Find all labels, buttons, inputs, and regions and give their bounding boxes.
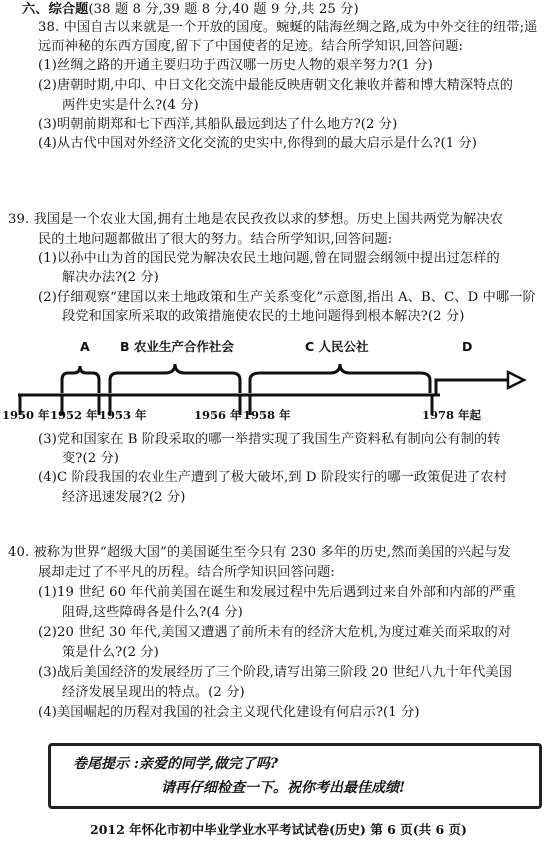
page-footer: 2012 年怀化市初中毕业学业水平考试试卷(历史) 第 6 页(共 6 页) [90, 822, 467, 837]
timeline-label-c: C 人民公社 [305, 339, 369, 354]
q40-part4: (4)美国崛起的历程对我国的社会主义现代化建设有何启示?(1 分) [38, 705, 420, 720]
reminder-line1: 卷尾提示 :亲爱的同学,做完了吗? [73, 756, 279, 772]
arrow-d [436, 380, 510, 394]
q38-part1: (1)丝绸之路的开通主要归功于西汉哪一历史人物的艰辛努力?(1 分) [38, 58, 433, 73]
q39-part2-line2: 段党和国家所采取的政策措施使农民的土地问题得到根本解决?(2 分) [62, 309, 465, 324]
q38-part2-line2: 两件史实是什么?(4 分) [62, 98, 199, 113]
year-1978: 1978 年起 [422, 408, 482, 422]
q39-part3-line1: (3)党和国家在 B 阶段采取的哪一举措实现了我国生产资料私有制向公有制的转 [38, 432, 501, 447]
q39-part3-line2: 变?(2 分) [62, 451, 120, 466]
q40-part2-line2: 策是什么?(2 分) [62, 645, 159, 660]
brace-a [62, 366, 99, 393]
timeline-label-b: B 农业生产合作社会 [120, 339, 234, 354]
timeline-label-a: A [80, 339, 90, 354]
q40-part1-line1: (1)19 世纪 60 年代前美国在诞生和发展过程中先后遇到过来自外部和内部的严重 [38, 585, 516, 600]
q39-part1-line1: (1)以孙中山为首的国民党为解决农民土地问题,曾在同盟会纲领中提出过怎样的 [38, 251, 500, 266]
end-reminder-box [48, 743, 542, 809]
q40-part2-line1: (2)20 世纪 30 年代,美国又遭遇了前所未有的经济大危机,为度过难关而采取的对 [38, 625, 512, 640]
brace-b [110, 364, 240, 393]
policy-timeline [0, 325, 558, 430]
q38-line1: 38. 中国自古以来就是一个开放的国度。蜿蜒的陆海丝绸之路,成为中外交往的纽带;遥 [38, 20, 538, 35]
arrow-d-head [508, 372, 524, 388]
year-1953: 1953 年 [99, 408, 147, 422]
q39-line1: 39. 我国是一个农业大国,拥有土地是农民孜孜以求的梦想。历史上国共两党为解决农 [8, 212, 503, 227]
q40-part1-line2: 阻碍,这些障碍各是什么?(4 分) [62, 605, 243, 620]
q38-part3: (3)明朝前期郑和七下西洋,其船队最远到达了什么地方?(2 分) [38, 117, 398, 132]
section-heading: 六、综合题 [22, 2, 89, 17]
brace-c [250, 364, 430, 393]
year-1952: 1952 年 [50, 408, 98, 422]
q40-line1: 40. 被称为世界“超级大国”的美国诞生至今只有 230 多年的历史,然而美国的兴起与发 [8, 545, 511, 560]
q39-part4-line1: (4)C 阶段我国的农业生产遭到了极大破坏,到 D 阶段实行的哪一政策促进了农村 [38, 470, 507, 485]
timeline-label-d: D [462, 339, 473, 354]
q40-part3-line1: (3)战后美国经济的发展经历了三个阶段,请写出第三阶段 20 世纪八九十年代美国 [38, 665, 513, 680]
q39-line2: 民的土地问题都做出了很大的努力。结合所学知识,回答问题: [38, 232, 393, 247]
q39-part2-line1: (2)仔细观察“建国以来土地政策和生产关系变化”示意图,指出 A、B、C、D 中哪一阶 [38, 290, 536, 305]
section-header [22, 0, 359, 20]
reminder-line2: 请再仔细检查一下。祝你考出最佳成绩! [161, 780, 406, 796]
q39-part4-line2: 经济迅速发展?(2 分) [62, 490, 186, 505]
year-1956: 1956 年 [194, 408, 242, 422]
year-1950: 1950 年 [2, 408, 50, 422]
q38-part2-line1: (2)唐朝时期,中印、中日文化交流中最能反映唐朝文化兼收并蓄和博大精深特点的 [38, 78, 514, 93]
year-1958: 1958 年 [243, 408, 291, 422]
q39-part1-line2: 解决办法?(2 分) [62, 270, 159, 285]
q38-line2: 远而神秘的东西方国度,留下了中国使者的足迹。结合所学知识,回答问题: [38, 39, 464, 54]
q38-part4: (4)从古代中国对外经济文化交流的史实中,你得到的最大启示是什么?(1 分) [38, 136, 478, 151]
q40-line2: 展却走过了不平凡的历程。结合所学知识回答问题: [38, 565, 335, 580]
q40-part3-line2: 经济发展呈现出的特点。(2 分) [62, 685, 245, 700]
section-scoring: (38 题 8 分,39 题 8 分,40 题 9 分,共 25 分) [88, 2, 359, 17]
